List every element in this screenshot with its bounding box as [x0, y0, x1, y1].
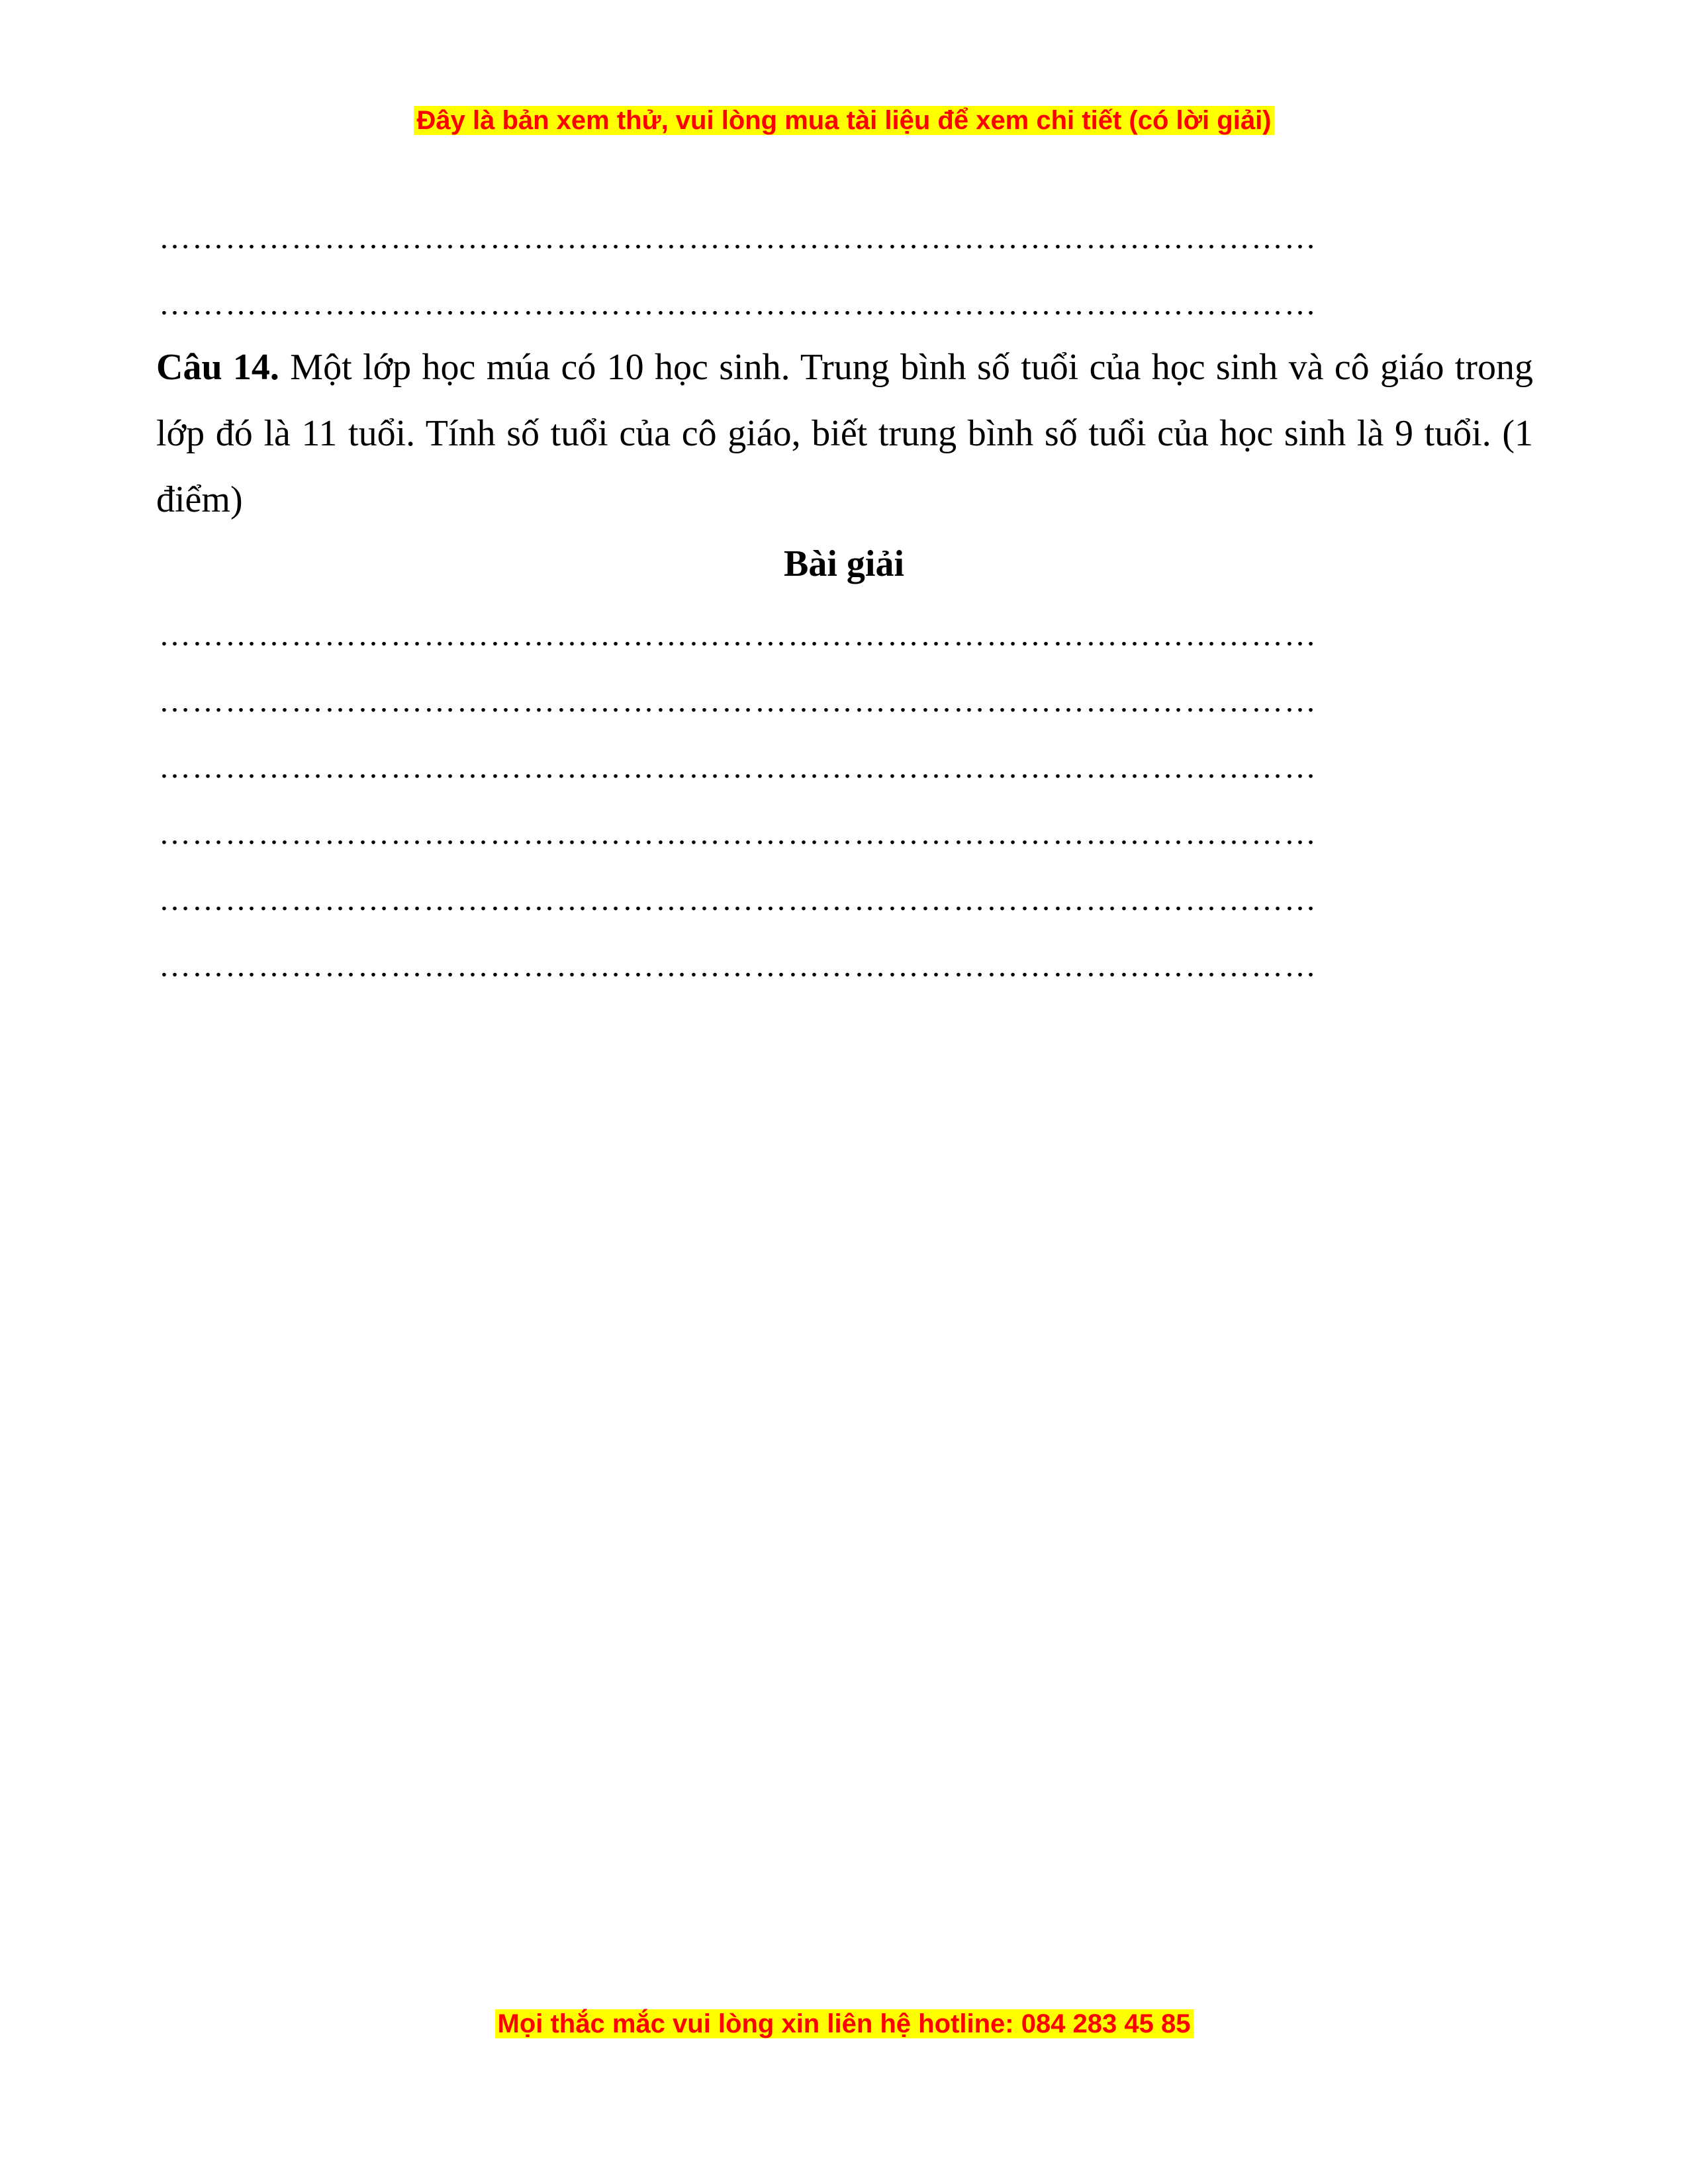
question-text: Một lớp học múa có 10 học sinh. Trung bình số tuổi của học sinh và cô giáo trong lớp đó là 11 tuổi. Tính số tuổi của cô giáo, biết trung bình số tuổi của học sinh là 9 tuổi. (1 điểm)	[156, 347, 1533, 520]
solution-title: Bài giải	[783, 543, 905, 584]
preview-notice-text: Đây là bản xem thử, vui lòng mua tài liệu để xem chi tiết (có lời giải)	[414, 106, 1274, 135]
question-14	[156, 334, 1533, 533]
solution-line: ……………………………………………………………………………………………	[159, 684, 1317, 719]
question-label: Câu 14.	[156, 347, 279, 388]
hotline-text: Mọi thắc mắc vui lòng xin liên hệ hotline: 084 283 45 85	[495, 2009, 1194, 2038]
answer-line: ……………………………………………………………………………………………	[159, 287, 1317, 322]
answer-line: ……………………………………………………………………………………………	[159, 220, 1317, 255]
solution-line: ……………………………………………………………………………………………	[159, 882, 1317, 917]
solution-line: ……………………………………………………………………………………………	[159, 948, 1317, 983]
hotline-banner	[0, 2007, 1688, 2041]
solution-line: ……………………………………………………………………………………………	[159, 617, 1317, 653]
preview-notice-banner	[0, 103, 1688, 138]
solution-line: ……………………………………………………………………………………………	[159, 816, 1317, 851]
solution-line: ……………………………………………………………………………………………	[159, 750, 1317, 785]
